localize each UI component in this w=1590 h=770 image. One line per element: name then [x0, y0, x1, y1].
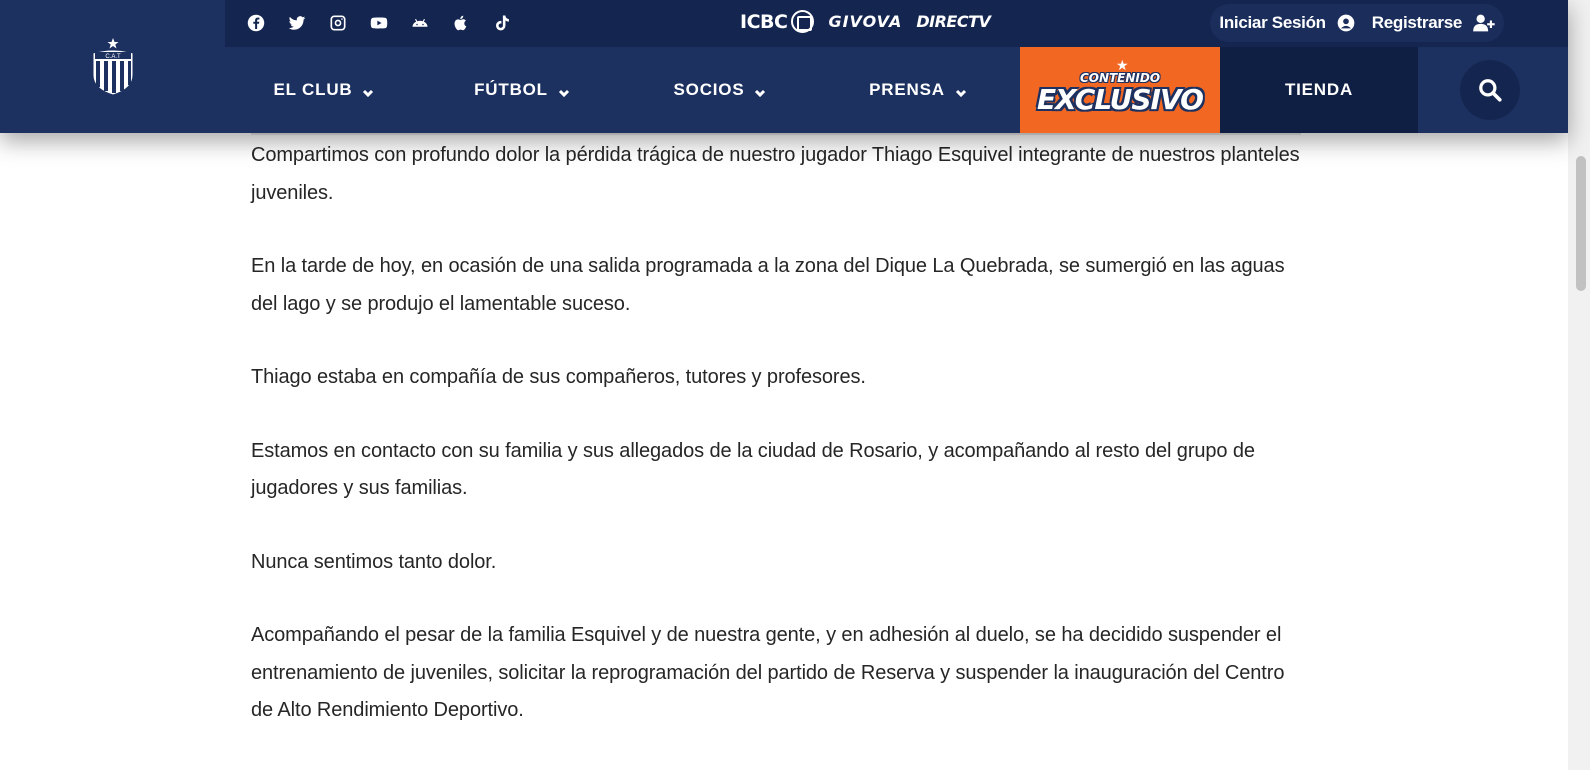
article-paragraph: Thiago estaba en compañía de sus compañeros, tutores y profesores. — [251, 366, 866, 388]
icbc-logo-icon — [791, 10, 814, 33]
sponsor-givova[interactable]: GIVOVA — [828, 12, 903, 31]
user-plus-icon[interactable] — [1472, 13, 1496, 33]
login-link[interactable]: Iniciar Sesión — [1219, 13, 1326, 32]
article-paragraph: En la tarde de hoy, en ocasión de una salida programada a la zona del Dique La Quebrada, se sumergió en las aguas del lago y se produjo el lamentable suceso. — [251, 255, 1285, 315]
twitter-icon[interactable] — [286, 12, 308, 34]
android-icon[interactable] — [409, 12, 431, 34]
article-paragraph: Compartimos con profundo dolor la pérdida trágica de nuestro jugador Thiago Esquivel integrante de nuestros planteles juveniles. — [251, 144, 1300, 204]
sponsor-icbc[interactable]: ICBC — [740, 10, 814, 33]
register-link[interactable]: Registrarse — [1371, 13, 1462, 32]
site-header — [0, 0, 1568, 133]
apple-icon[interactable] — [450, 12, 472, 34]
article-paragraph: Estamos en contacto con su familia y sus allegados de la ciudad de Rosario, y acompañando al resto del grupo de jugadores y sus familias. — [251, 439, 1255, 499]
user-circle-icon[interactable] — [1336, 13, 1356, 33]
youtube-icon[interactable] — [368, 12, 390, 34]
chevron-down-icon — [558, 84, 570, 96]
facebook-icon[interactable] — [245, 12, 267, 34]
tiktok-icon[interactable] — [491, 12, 513, 34]
menu-futbol-label: FÚTBOL — [474, 80, 548, 99]
top-bar — [225, 0, 1568, 47]
contenido-exclusivo-button[interactable] — [1020, 47, 1220, 133]
social-links — [245, 12, 513, 34]
article-body — [251, 137, 1301, 766]
article-paragraph: Acompañando el pesar de la familia Esquivel y de nuestra gente, y en adhesión al duelo, se ha decidido suspender el entrenamiento de juveniles, solicitar la reprogramación del partido de Reserva y suspender la inauguración del Centro de Alto Rendimiento Deportivo. — [251, 624, 1285, 721]
chevron-down-icon — [362, 84, 374, 96]
chevron-down-icon — [955, 84, 967, 96]
menu-socios-label: SOCIOS — [673, 80, 745, 99]
auth-links — [1210, 4, 1504, 42]
main-menu — [225, 47, 1017, 133]
chevron-down-icon — [754, 84, 766, 96]
instagram-icon[interactable] — [327, 12, 349, 34]
page-scrollbar[interactable] — [1568, 0, 1590, 770]
sponsors — [740, 10, 990, 33]
main-nav — [225, 47, 1568, 133]
menu-el-club[interactable] — [225, 47, 423, 133]
star-icon: ★ — [1116, 57, 1129, 73]
menu-el-club-label: EL CLUB — [273, 80, 353, 99]
menu-socios[interactable] — [621, 47, 819, 133]
exclusivo-line1: CONTENIDO — [1079, 71, 1161, 85]
club-crest-icon — [87, 37, 139, 97]
tienda-link[interactable]: TIENDA — [1220, 47, 1418, 133]
search-icon — [1477, 77, 1503, 103]
scrollbar-thumb[interactable] — [1576, 156, 1586, 291]
exclusivo-line2: EXCLUSIVO — [1037, 83, 1203, 116]
search-button[interactable] — [1460, 60, 1520, 120]
club-logo[interactable] — [0, 0, 225, 133]
menu-prensa[interactable] — [819, 47, 1017, 133]
menu-prensa-label: PRENSA — [869, 80, 945, 99]
sponsor-directv[interactable]: DIRECTV — [916, 12, 991, 31]
article-paragraph: Nunca sentimos tanto dolor. — [251, 550, 497, 573]
menu-futbol[interactable] — [423, 47, 621, 133]
svg-text:C.A.T: C.A.T — [104, 53, 121, 60]
